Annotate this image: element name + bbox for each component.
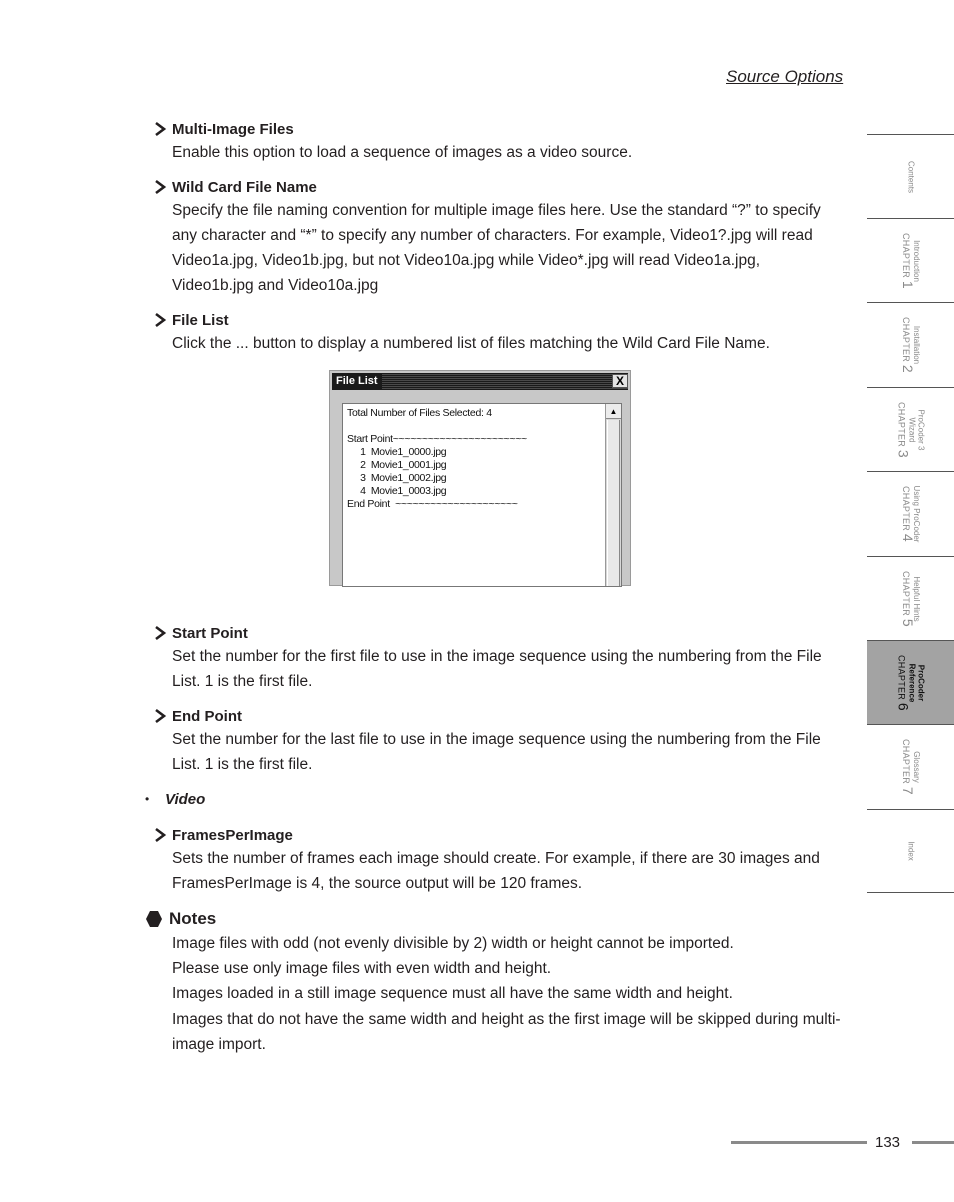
scrollbar[interactable]: [605, 404, 621, 586]
tab-label: Using ProCoder: [911, 485, 921, 542]
tab-chapter-5[interactable]: [867, 556, 954, 640]
chevron-right-icon: [152, 625, 170, 641]
tab-chapter-number: 2: [899, 364, 916, 373]
tab-contents[interactable]: [867, 134, 954, 218]
tab-label: Contents: [906, 160, 915, 193]
list-line: 3 Movie1_0002.jpg: [347, 472, 447, 484]
tab-chapter-6[interactable]: [867, 640, 954, 724]
notes-title: Notes: [169, 909, 217, 928]
tab-label: Index: [906, 841, 915, 861]
file-list-window: [329, 370, 631, 586]
entry-title: FramesPerImage: [172, 826, 293, 844]
chapter-tabs: [867, 134, 954, 894]
tab-label: Installation: [911, 325, 921, 364]
chevron-right-icon: [152, 708, 170, 724]
entry-body: Enable this option to load a sequence of images as a video source.: [172, 144, 633, 161]
tab-chapter-number: 1: [899, 280, 916, 289]
note-line: Please use only image files with even width and height.: [172, 960, 552, 978]
entry-wild-card-file-name: [145, 176, 845, 298]
entry-start-point: [145, 622, 845, 694]
tab-chapter-number: 7: [899, 786, 916, 795]
entry-body: Click the ... button to display a numbered list of files matching the Wild Card File Name.: [172, 335, 770, 352]
tab-label: Helpful Hints: [911, 575, 921, 622]
tab-chapter-word: CHAPTER: [900, 738, 911, 784]
tab-chapter-number: 6: [895, 702, 911, 711]
window-title: File List: [332, 373, 382, 390]
entry-title: Wild Card File Name: [172, 178, 317, 196]
video-section-heading: [145, 788, 845, 810]
list-line: 4 Movie1_0003.jpg: [347, 485, 447, 497]
list-line: Total Number of Files Selected: 4: [347, 407, 492, 419]
tab-chapter-word: CHAPTER: [900, 232, 911, 278]
entry-file-list: [145, 309, 845, 356]
tab-chapter-number: 5: [899, 618, 916, 627]
tab-index[interactable]: [867, 809, 954, 893]
list-line: 2 Movie1_0001.jpg: [347, 459, 447, 471]
window-titlebar: [332, 373, 628, 390]
tab-chapter-word: CHAPTER: [900, 485, 911, 531]
close-icon[interactable]: X: [612, 374, 628, 388]
tab-chapter-word: CHAPTER: [896, 654, 906, 700]
entries-top: [145, 118, 845, 356]
tab-chapter-number: 4: [899, 533, 916, 542]
tab-chapter-3[interactable]: [867, 387, 954, 471]
entry-body: Set the number for the last file to use in the image sequence using the numbering from the File List. 1 is the first file.: [172, 731, 821, 773]
file-list-box[interactable]: [342, 403, 622, 587]
tab-label: ProCoder Reference: [907, 663, 925, 702]
footer-rule-left: [731, 1141, 867, 1144]
tab-chapter-word: CHAPTER: [900, 316, 911, 362]
tab-chapter-2[interactable]: [867, 302, 954, 386]
note-line: Images loaded in a still image sequence must all have the same width and height.: [172, 985, 733, 1003]
tab-label: Introduction: [911, 239, 921, 282]
entry-end-point: [145, 705, 845, 777]
tab-chapter-word: CHAPTER: [896, 401, 906, 447]
chevron-right-icon: [152, 121, 170, 137]
tab-chapter-number: 3: [895, 449, 911, 458]
note-line: Images that do not have the same width and height as the first image will be skipped during multi-image import.: [172, 1010, 841, 1053]
chevron-right-icon: [152, 827, 170, 843]
file-list-screenshot: [329, 370, 845, 586]
tab-chapter-word: CHAPTER: [900, 570, 911, 616]
section-header: Source Options: [726, 67, 844, 86]
entries-bottom: [145, 824, 845, 896]
notes-heading: [145, 907, 845, 931]
list-line: [347, 420, 527, 433]
page-number: 133: [875, 1134, 901, 1151]
entry-title: Multi-Image Files: [172, 120, 294, 138]
notes-body: [172, 931, 845, 1057]
file-list-lines: [347, 407, 527, 511]
entry-body: Set the number for the first file to use in the image sequence using the numbering from the File List. 1 is the first file.: [172, 648, 822, 690]
list-line: End Point ~~~~~~~~~~~~~~~~~~~~~: [347, 498, 518, 510]
tab-chapter-4[interactable]: [867, 471, 954, 555]
list-line: Start Point~~~~~~~~~~~~~~~~~~~~~~~: [347, 433, 527, 445]
bullet-icon: •: [145, 792, 150, 806]
entries-mid: [145, 622, 845, 777]
hexagon-icon: [145, 910, 163, 928]
tab-chapter-1[interactable]: [867, 218, 954, 302]
entry-title: Start Point: [172, 624, 248, 642]
scroll-thumb[interactable]: [607, 420, 620, 586]
tab-label: Glossary: [911, 750, 921, 783]
entry-body: Sets the number of frames each image should create. For example, if there are 30 images and FramesPerImage is 4, the source output will be 120 frames.: [172, 850, 820, 892]
scroll-up-arrow-icon[interactable]: ▲: [606, 404, 621, 419]
tab-chapter-7[interactable]: [867, 724, 954, 808]
list-line: 1 Movie1_0000.jpg: [347, 446, 447, 458]
entry-body: Specify the file naming convention for multiple image files here. Use the standard “?” to specify any character and “*” to specify any number of characters. For example, Video1?.jpg will read Video1a.jpg, Video1b.jpg, but not Video10a.jpg while Video*.jpg will read Video1a.jpg, Video1b.jpg and Video10a.jpg: [172, 202, 821, 294]
tab-label: ProCoder 3 Wizard: [907, 409, 925, 450]
entry-frames-per-image: [145, 824, 845, 896]
main-content: [145, 118, 845, 1057]
entry-title: End Point: [172, 707, 242, 725]
video-section-label: Video: [165, 790, 206, 808]
chevron-right-icon: [152, 179, 170, 195]
footer-rule-right: [912, 1141, 954, 1144]
entry-title: File List: [172, 311, 229, 329]
entry-multi-image-files: [145, 118, 845, 165]
note-line: Image files with odd (not evenly divisible by 2) width or height cannot be imported.: [172, 935, 734, 952]
chevron-right-icon: [152, 312, 170, 328]
